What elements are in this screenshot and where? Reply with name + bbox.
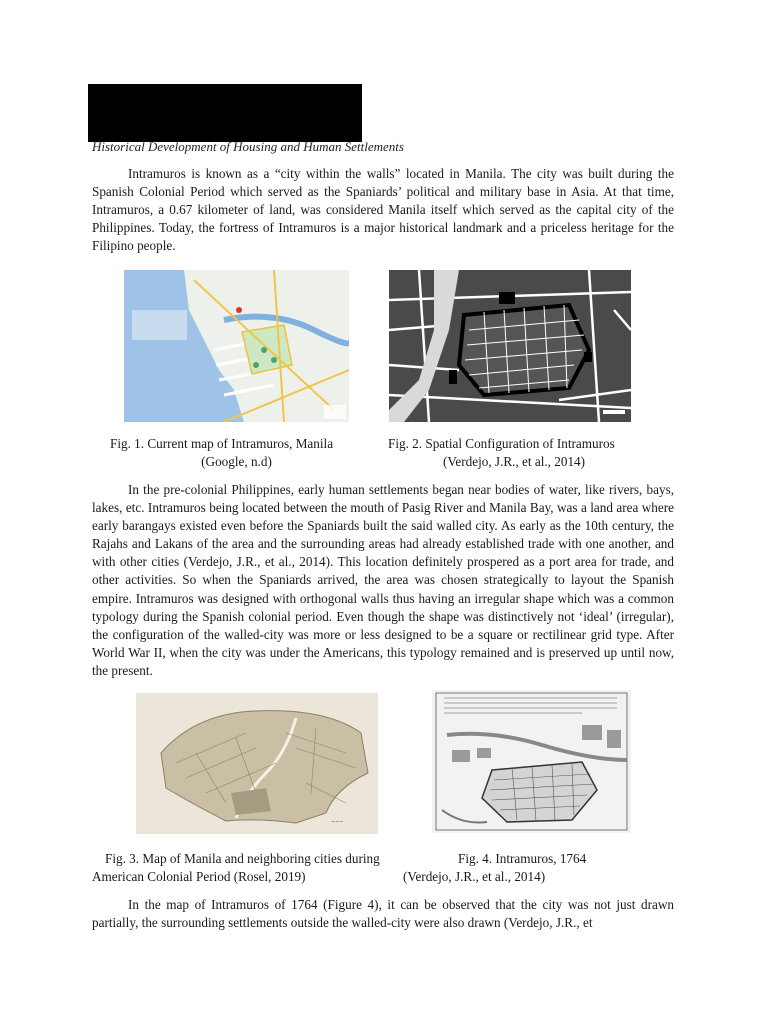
figure-3-caption-line-1: Fig. 3. Map of Manila and neighboring cities during (105, 851, 380, 866)
section-subtitle: Historical Development of Housing and Human Settlements (92, 139, 404, 154)
svg-text:~~~: ~~~ (331, 819, 344, 825)
figure-1-current-map (124, 270, 349, 422)
figure-3-caption-line-2: American Colonial Period (Rosel, 2019) (92, 869, 306, 884)
redacted-title-block (88, 84, 362, 142)
figure-2-caption-line-1: Fig. 2. Spatial Configuration of Intramuros (388, 436, 615, 451)
paragraph-pre-colonial: In the pre-colonial Philippines, early human settlements began near bodies of water, like rivers, bays, lakes, etc. Intramuros being located between the mouth of Pasig River and Manila Bay, was a land area where early barangays existed even before the Spaniards built the said walled city. As early as the 10th century, the Rajahs and Lakans of the area and the surrounding areas had already established trade with one another, and with other cities (Verdejo, J.R., et al., 2014). This location definitely prospered as a port area for trade, and other activities. So when the Spaniards arrived, the area was chosen strategically to layout the Spanish empire. Intramuros was designed with orthogonal walls thus having an irregular shape which was a common typology during the Spanish colonial period. Even though the shape was distinctively not ‘ideal’ (irregular), the configuration of the walled-city was more or less designed to be a square or rectilinear grid type. After World War II, when the city was under the Americans, this typology remained and is preserved up until now, the present. (92, 482, 674, 678)
figure-1-caption-line-2: (Google, n.d) (201, 454, 272, 469)
figure-2-spatial-configuration (389, 270, 631, 422)
figure-3-manila-map (136, 693, 378, 834)
figure-4-caption-line-2: (Verdejo, J.R., et al., 2014) (403, 869, 546, 884)
figure-4-intramuros-1764 (432, 690, 631, 833)
paragraph-intro: Intramuros is known as a “city within the walls” located in Manila. The city was built during the Spanish Colonial Period which served as the Spaniards’ political and military base in Asia. At that time, Intramuros, a 0.67 kilometer of land, was considered Manila itself which served as the capital city of the Philippines. Today, the fortress of Intramuros is a major historical landmark and a priceless heritage for the Filipino people. (92, 166, 674, 254)
figure-2-caption-line-2: (Verdejo, J.R., et al., 2014) (442, 454, 586, 469)
figure-1-caption-line-1: Fig. 1. Current map of Intramuros, Manila (110, 436, 334, 451)
figure-4-caption-line-1: Fig. 4. Intramuros, 1764 (458, 851, 587, 866)
paragraph-map-1764: In the map of Intramuros of 1764 (Figure 4), it can be observed that the city was not just drawn partially, the surrounding settlements outside the walled-city were also drawn (Verdejo, J.R., et (92, 897, 674, 931)
